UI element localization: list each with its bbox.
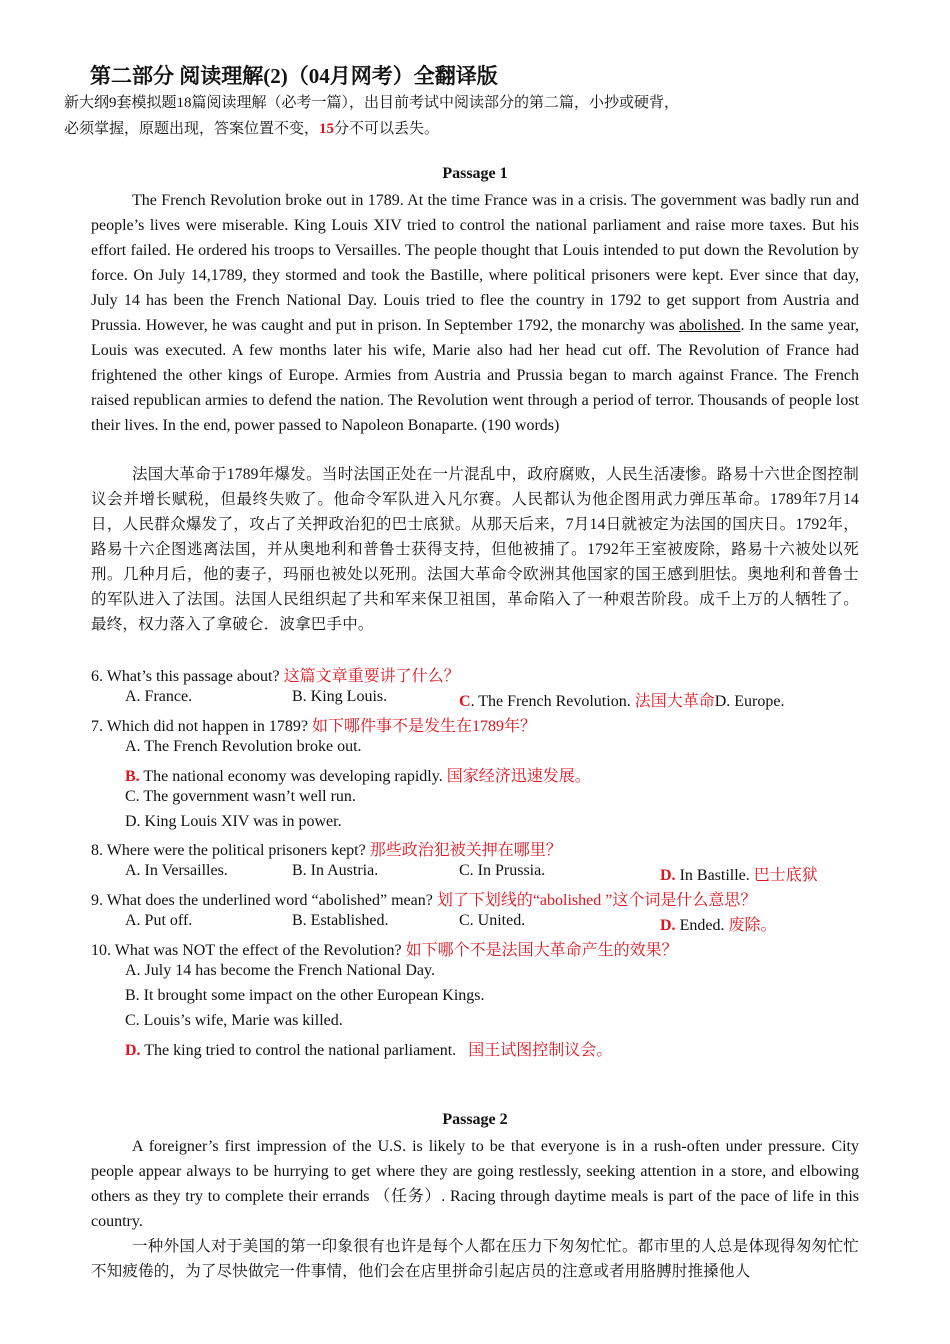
q7-option-b: B. The national economy was developing rapidly. 国家经济迅速发展。 [125,768,591,785]
passage-2-title: Passage 2 [442,1111,508,1128]
page-title: 第二部分 阅读理解(2)（04月网考）全翻译版 [90,64,498,88]
q7-option-a: A. The French Revolution broke out. [125,738,362,755]
q8-option-b: B. In Austria. [292,862,379,879]
q9-option-d: D. Ended. 废除。 [660,917,777,934]
q10-option-b: B. It brought some impact on the other European Kings. [125,987,485,1004]
q10-option-a: A. July 14 has become the French National Day. [125,962,435,979]
q10-option-c: C. Louis’s wife, Marie was killed. [125,1012,343,1029]
underlined-word: abolished [679,317,741,334]
score-highlight: 15 [319,121,335,137]
passage-2-english: A foreigner’s first impression of the U.S. is likely to be that everyone is in a rush-often under pressure. City people appear always to be hurrying to get where they are going restlessly, seeking attention in a store, and elbowing others as they try to complete their errands （任务）. Racing through daytime meals is part of the pace of life in this country. [91,1138,859,1230]
intro-line-2: 必须掌握，原题出现，答案位置不变，15分不可以丢失。 [64,121,440,137]
q7-option-d: D. King Louis XIV was in power. [125,813,342,830]
q9-option-a: A. Put off. [125,912,193,929]
q10-option-d: D. The king tried to control the national parliament. 国王试图控制议会。 [125,1042,613,1059]
q8-option-d: D. In Bastille. 巴士底狱 [660,867,818,884]
q7-option-c: C. The government wasn’t well run. [125,788,356,805]
intro-line-1: 新大纲9套模拟题18篇阅读理解（必考一篇），出目前考试中阅读部分的第二篇，小抄或硬背， [64,95,680,111]
question-7: 7. Which did not happen in 1789? 如下哪件事不是发生在1789年？ [91,718,537,735]
q6-option-a: A. France. [125,688,193,705]
question-6: 6. What’s this passage about? 这篇文章重要讲了什么？ [91,668,460,685]
passage-1-english: The French Revolution broke out in 1789. At the time France was in a crisis. The government was badly run and people’s lives were miserable. King Louis XIV tried to control the national parliament and raise more taxes. But his effort failed. He ordered his troops to Versailles. The people thought that Louis intended to put down the Revolution by force. On July 14,1789, they stormed and took the Bastille, where political prisoners were kept. Ever since that day, July 14 has been the French National Day. Louis tried to flee the country in 1792 to get support from Austria and Prussia. However, he was caught and put in prison. In September 1792, the monarchy was abolished. In the same year, Louis was executed. A few months later his wife, Marie also had her head cut off. The Revolution of France had frightened the other kings of Europe. Armies from Austria and Prussia began to march against France. The French raised republican armies to defend the nation. The Revolution went through a period of terror. Thousands of people lost their lives. In the end, power passed to Napoleon Bonaparte. (190 words) [91,192,860,434]
q8-option-a: A. In Versailles. [125,862,228,879]
question-8: 8. Where were the political prisoners kept? 那些政治犯被关押在哪里？ [91,842,562,859]
q6-option-b: B. King Louis. [292,688,388,705]
passage-2-chinese: 一种外国人对于美国的第一印象很有也许是每个人都在压力下匆匆忙忙。都市里的人总是体现得匆匆忙忙不知疲倦的，为了尽快做完一件事情，他们会在店里拼命引起店员的注意或者用胳膊肘推搡他人 [91,1238,859,1280]
passage-1-title: Passage 1 [442,165,508,182]
q9-option-b: B. Established. [292,912,389,929]
question-9: 9. What does the underlined word “abolished” mean? 划了下划线的“abolished ”这个词是什么意思？ [91,892,757,909]
question-10: 10. What was NOT the effect of the Revolution? 如下哪个不是法国大革命产生的效果？ [91,942,678,959]
q9-option-c: C. United. [459,912,526,929]
q6-option-c: C. The French Revolution. 法国大革命D. Europe. [459,693,785,710]
q8-option-c: C. In Prussia. [459,862,546,879]
passage-1-chinese: 法国大革命于1789年爆发。当时法国正处在一片混乱中，政府腐败，人民生活凄惨。路易十六世企图控制议会并增长赋税，但最终失败了。他命令军队进入凡尔赛。人民都认为他企图用武力弹压革命。1789年7月14日，人民群众爆发了，攻占了关押政治犯的巴士底狱。从那天后来，7月14日就被定为法国的国庆日。1792年，路易十六企图逃离法国，并从奥地利和普鲁士获得支持，但他被捕了。1792年王室被废除，路易十六被处以死刑。几种月后，他的妻子，玛丽也被处以死刑。法国大革命令欧洲其他国家的国王感到胆怯。奥地利和普鲁士的军队进入了法国。法国人民组织起了共和军来保卫祖国，革命陷入了一种艰苦阶段。成千上万的人牺牲了。最终，权力落入了拿破仑．波拿巴手中。 [91,466,859,633]
